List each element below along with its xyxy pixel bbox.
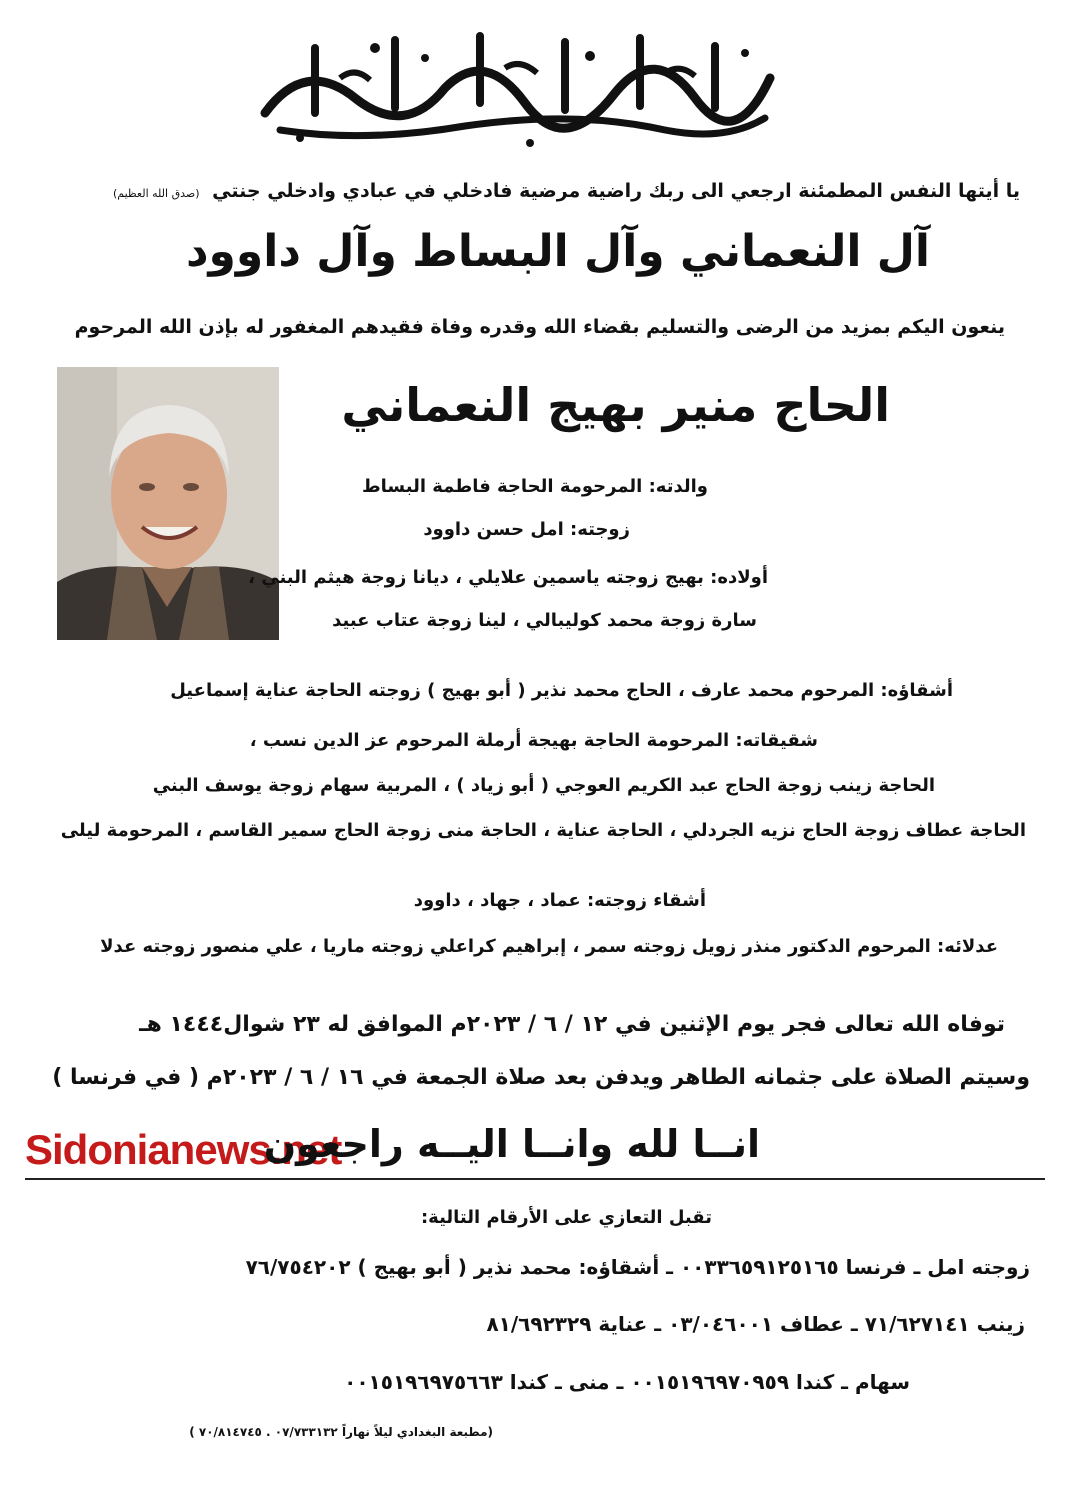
family-line-sisters: شقيقاته: المرحومة الحاجة بهيجة أرملة المرحوم عز الدين نسب ،: [249, 730, 818, 751]
calligraphy-header: [245, 18, 785, 153]
family-line-brothers: أشقاؤه: المرحوم محمد عارف ، الحاج محمد نذير ( أبو بهيج ) زوجته الحاجة عناية إسماعيل: [170, 680, 953, 701]
phone-line-1: زوجته امل ـ فرنسا ٠٠٣٣٦٥٩١٢٥١٦٥ ـ أشقاؤه: محمد نذير ( أبو بهيج ) ٧٦/٧٥٤٢٠٢: [245, 1255, 1030, 1279]
deceased-photo: [57, 367, 279, 640]
verse-note: (صدق الله العظيم): [112, 187, 200, 200]
phone-line-2: زينب ٧١/٦٢٧١٤١ ـ عطاف ٠٣/٠٤٦٠٠١ ـ عناية ٨١/٦٩٢٣٢٩: [486, 1312, 1025, 1336]
family-line-sisters-cont-1: الحاجة زينب زوجة الحاج عبد الكريم العوجي ( أبو زياد ) ، المربية سهام زوجة يوسف البني: [152, 775, 935, 796]
phone-line-3: سهام ـ كندا ٠٠١٥١٩٦٩٧٠٩٥٩ ـ منى ـ كندا ٠٠١٥١٩٦٩٧٥٦٦٣: [344, 1370, 910, 1394]
family-line-sisters-cont-2: الحاجة عطاف زوجة الحاج نزيه الجردلي ، الحاجة عناية ، الحاجة منى زوجة الحاج سمير القاسم ، المرحومة ليلى: [60, 820, 1026, 841]
family-line-wife-siblings: أشقاء زوجته: عماد ، جهاد ، داوود: [413, 890, 706, 911]
deceased-name: الحاج منير بهيج النعماني: [341, 378, 890, 432]
inna-lillah-text: انــا لله وانــا اليــه راجعون: [263, 1122, 760, 1166]
family-line-wife: زوجته: امل حسن داوود: [423, 519, 630, 540]
family-line-mother: والدته: المرحومة الحاجة فاطمة البساط: [361, 476, 708, 497]
condolences-title: تقبل التعازي على الأرقام التالية:: [420, 1207, 712, 1228]
quran-verse: [113, 180, 1020, 202]
families-heading: آل النعماني وآل البساط وآل داوود: [185, 226, 930, 277]
watermark-website: Sidonianews.net: [25, 1126, 342, 1173]
family-line-children: أولاده: بهيج زوجته ياسمين علايلي ، ديانا زوجة هيثم البني ،: [248, 567, 768, 588]
divider-line: [25, 1178, 1045, 1180]
family-line-children-cont: سارة زوجة محمد كوليبالي ، لينا زوجة عتاب عبيد: [332, 610, 757, 631]
announcement: ينعون اليكم بمزيد من الرضى والتسليم بقضاء الله وقدره وفاة فقيدهم المغفور له بإذن الله المرحوم: [74, 316, 1005, 338]
family-line-in-laws: عدلائه: المرحوم الدكتور منذر زويل زوجته سمر ، إبراهيم كراعلي زوجته ماريا ، علي منصور زوجته عدلا: [100, 936, 998, 957]
death-date-line: توفاه الله تعالى فجر يوم الإثنين في ١٢ / ٦ / ٢٠٢٣م الموافق له ٢٣ شوال١٤٤٤ هـ: [139, 1012, 1005, 1037]
burial-line: وسيتم الصلاة على جثمانه الطاهر ويدفن بعد صلاة الجمعة في ١٦ / ٦ / ٢٠٢٣م ( في فرنسا ): [52, 1065, 1030, 1090]
printer-credit: (مطبعة البغدادي ليلاً نهاراً ٠٧/٧٣٣١٣٢ . ٧٠/٨١٤٧٤٥ ): [189, 1425, 493, 1439]
verse-text: يا أيتها النفس المطمئنة ارجعي الى ربك راضية مرضية فادخلي في عبادي وادخلي جنتي: [212, 180, 1020, 202]
